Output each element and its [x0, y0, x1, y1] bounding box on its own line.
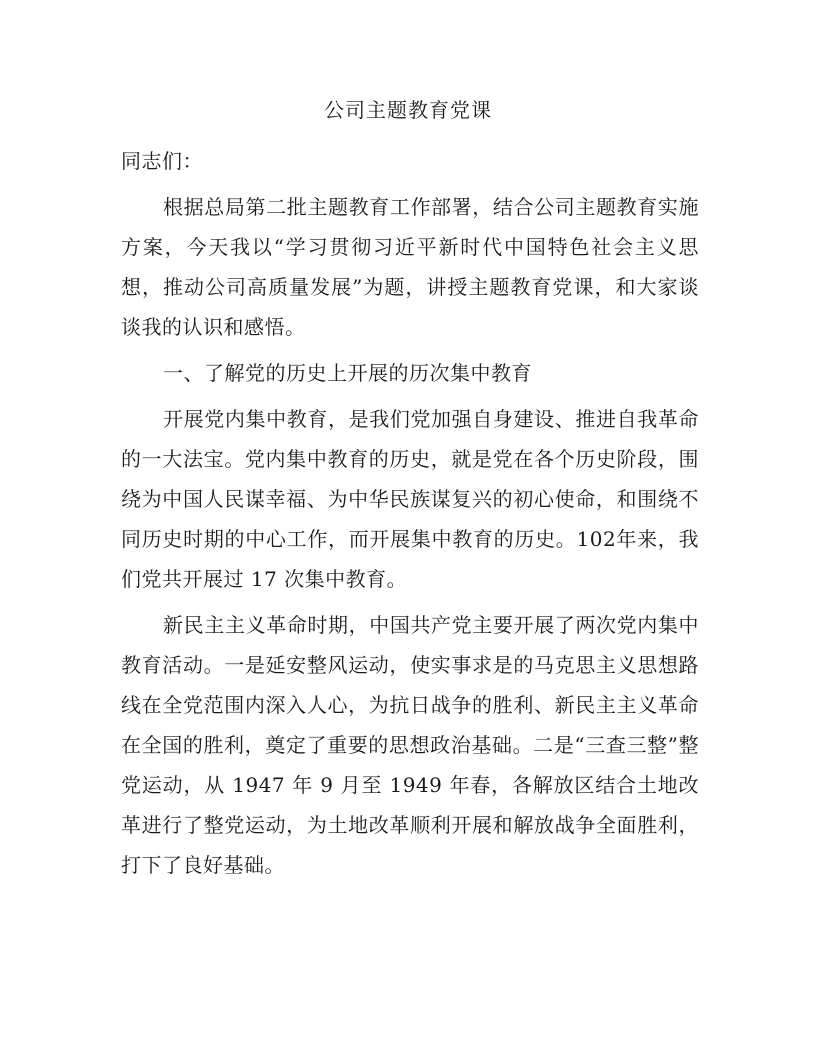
- paragraph-intro: 根据总局第二批主题教育工作部署，结合公司主题教育实施方案，今天我以“学习贯彻习近平新时代中国特色社会主义思想，推动公司高质量发展”为题，讲授主题教育党课，和大家谈谈我的认识和感悟。: [121, 195, 699, 339]
- section-heading-1: 一、了解党的历史上开展的历次集中教育: [163, 361, 532, 385]
- salutation: 同志们：: [121, 149, 203, 173]
- document-title: 公司主题教育党课: [324, 98, 492, 122]
- document-body: [121, 141, 699, 891]
- paragraph-history: 开展党内集中教育，是我们党加强自身建设、推进自我革命的一大法宝。党内集中教育的历史，就是党在各个历史阶段，围绕为中国人民谋幸福、为中华民族谋复兴的初心使命，和围绕不同历史时期的中心工作，而开展集中教育的历史。102年来，我们党共开展过 17 次集中教育。: [121, 407, 699, 591]
- paragraph-new-democratic: 新民主主义革命时期，中国共产党主要开展了两次党内集中教育活动。一是延安整风运动，使实事求是的马克思主义思想路线在全党范围内深入人心，为抗日战争的胜利、新民主主义革命在全国的胜利，奠定了重要的思想政治基础。二是“三查三整”整党运动，从 1947 年 9 月至 1949 年春，各解放区结合土地改革进行了整党运动，为土地改革顺利开展和解放战争全面胜利，打下了良好基础。: [121, 613, 699, 877]
